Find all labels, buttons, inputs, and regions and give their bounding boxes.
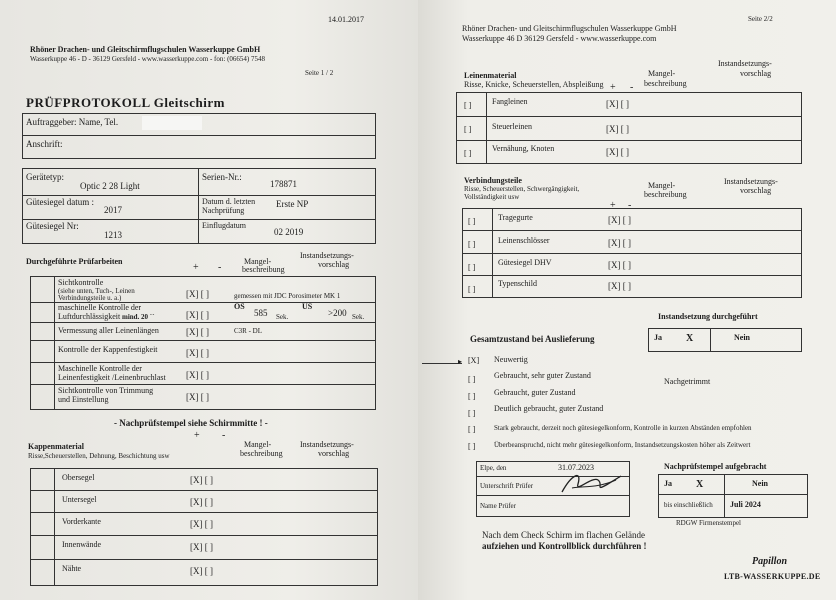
work-row-3-mark: [X] [ ] — [186, 327, 209, 337]
serial-value: 178871 — [270, 179, 297, 189]
repair-done-title: Instandsetzung durchgeführt — [658, 312, 758, 321]
lines-row-3-label: Vernähung, Knoten — [492, 144, 555, 153]
divider — [22, 219, 376, 220]
conn-row-1-box: [ ] — [468, 217, 476, 226]
divider — [724, 474, 725, 518]
company-name-2: Rhöner Drachen- und Gleitschirmflugschulen Wasserkuppe GmbH — [462, 24, 677, 33]
company-address: Wasserkuppe 46 - D - 36129 Gersfeld - www.wasserkuppe.com - fon: (06654) 7548 — [30, 55, 265, 63]
work-row-2-label-2: Luftdurchlässigkeit — [58, 312, 121, 321]
stamp-x: X — [696, 479, 704, 490]
inspector-label: Name Prüfer — [480, 502, 516, 510]
canopy-row-2-mark: [X] [ ] — [190, 497, 213, 507]
work-row-5-label: Maschinelle Kontrolle der — [58, 364, 142, 373]
conn-minus: - — [628, 200, 632, 211]
divider — [30, 535, 378, 536]
lines-row-1-mark: [X] [ ] — [606, 99, 629, 109]
canopy-row-3-mark: [X] [ ] — [190, 519, 213, 529]
overall-row-6-label: Überbeanspruchd, nicht mehr gütesiegelkonform, Instandsetzungskosten höher als Zeitwert — [494, 441, 751, 449]
defect-header-2: beschreibung — [242, 265, 285, 274]
us-unit: Sek. — [352, 313, 365, 321]
overall-row-3-label: Gebraucht, guter Zustand — [494, 388, 576, 397]
place-date-label: Elpe, den — [480, 464, 507, 472]
company-name: Rhöner Drachen- und Gleitschirmflugschulen Wasserkuppe GmbH — [30, 45, 261, 54]
page-number-2: Seite 2/2 — [748, 15, 773, 23]
plus-header: + — [193, 262, 199, 273]
divider — [30, 490, 378, 491]
side-note: Nachgetrimmt — [664, 377, 711, 386]
canopy-row-1-mark: [X] [ ] — [190, 475, 213, 485]
canopy-minus: - — [222, 430, 226, 441]
canopy-defect-header: Mangel- — [244, 440, 272, 449]
divider — [30, 559, 378, 560]
stamp-nein: Nein — [752, 479, 768, 488]
canopy-defect-header-2: beschreibung — [240, 449, 283, 458]
stamp-ja: Ja — [664, 479, 672, 488]
device-type-value: Optic 2 28 Light — [80, 181, 140, 191]
work-row-5-mark: [X] [ ] — [186, 370, 209, 380]
repair-done-ja: Ja — [654, 333, 662, 342]
lines-row-1-label: Fangleinen — [492, 97, 528, 106]
arrow-head-icon: ▸ — [458, 357, 463, 366]
work-header: Durchgeführte Prüfarbeiten — [26, 257, 123, 266]
conn-repair-header: Instandsetzungs- — [724, 177, 778, 186]
canopy-row-5-mark: [X] [ ] — [190, 566, 213, 576]
conn-header: Verbindungsteile — [464, 176, 522, 185]
conn-sub-2: Vollständigkeit usw — [464, 193, 520, 201]
overall-row-3-box: [ ] — [468, 392, 476, 401]
lines-row-2-mark: [X] [ ] — [606, 124, 629, 134]
divider — [30, 340, 376, 341]
client-label: Auftraggeber: Name, Tel. — [26, 117, 119, 127]
overall-row-1-box: [X] — [468, 356, 480, 365]
overall-row-4-label: Deutlich gebraucht, guter Zustand — [494, 404, 604, 413]
overall-row-2-label: Gebraucht, sehr guter Zustand — [494, 371, 591, 380]
work-row-1-note: gemessen mit JDC Porosimeter MK 1 — [234, 292, 341, 300]
company-address-2: Wasserkuppe 46 D 36129 Gersfeld - www.wasserkuppe.com — [462, 34, 657, 43]
conn-row-4-mark: [X] [ ] — [608, 281, 631, 291]
work-row-4-label: Kontrolle der Kappenfestigkeit — [58, 345, 158, 354]
work-row-3-label: Vermessung aller Leinenlängen — [58, 326, 159, 335]
work-row-2-min: mind. 20 ´´ — [122, 313, 155, 321]
divider — [456, 116, 802, 117]
logo-papillon: Papillon — [752, 556, 788, 567]
work-row-5-label-2: Leinenfestigkeit /Leinenbruchlast — [58, 373, 166, 382]
flight-date-label: Einflugdatum — [202, 221, 246, 230]
canopy-row-1-label: Obersegel — [62, 473, 95, 482]
quality-date-value: 2017 — [104, 205, 122, 215]
signature-label: Unterschrift Prüfer — [480, 482, 534, 490]
conn-repair-header-2: vorschlag — [740, 186, 772, 195]
lines-row-3-box: [ ] — [464, 149, 472, 158]
divider — [462, 275, 802, 276]
lines-plus: + — [610, 82, 616, 93]
lines-defect-header: Mangel- — [648, 69, 676, 78]
footer-line-2: aufziehen und Kontrollblick durchführen ! — [482, 541, 647, 551]
stamp-title: Nachprüfstempel aufgebracht — [664, 462, 767, 471]
quality-date-label: Gütesiegel datum : — [26, 197, 94, 207]
last-check-label-2: Nachprüfung — [202, 206, 245, 215]
last-check-label: Datum d. letzten — [202, 197, 256, 206]
lines-repair-header-2: vorschlag — [740, 69, 772, 78]
divider — [30, 322, 376, 323]
lines-header: Leinenmaterial — [464, 71, 517, 80]
signature-image — [558, 463, 624, 498]
conn-row-1-label: Tragegurte — [498, 213, 533, 222]
canopy-row-5-label: Nähte — [62, 564, 82, 573]
divider — [22, 135, 376, 136]
conn-row-3-mark: [X] [ ] — [608, 260, 631, 270]
address-label: Anschrift: — [26, 139, 63, 149]
divider — [30, 384, 376, 385]
protocol-page-2 — [418, 0, 836, 600]
conn-row-2-label: Leinenschlösser — [498, 236, 550, 245]
conn-row-2-mark: [X] [ ] — [608, 238, 631, 248]
device-type-label: Gerätetyp: — [26, 172, 64, 182]
repair-header-2: vorschlag — [318, 260, 350, 269]
doc-date: 14.01.2017 — [328, 15, 364, 24]
divider — [54, 468, 55, 586]
lines-row-3-mark: [X] [ ] — [606, 147, 629, 157]
redacted-area — [142, 116, 202, 130]
work-row-6-label: Sichtkontrolle von Trimmung — [58, 386, 154, 395]
work-row-1-mark: [X] [ ] — [186, 289, 209, 299]
overall-row-2-box: [ ] — [468, 375, 476, 384]
canopy-header: Kappenmaterial — [28, 442, 84, 451]
last-check-value: Erste NP — [276, 199, 309, 209]
conn-row-3-label: Gütesiegel DHV — [498, 258, 552, 267]
canopy-row-2-label: Untersegel — [62, 495, 97, 504]
overall-row-4-box: [ ] — [468, 409, 476, 418]
overall-row-6-box: [ ] — [468, 442, 476, 451]
conn-row-1-mark: [X] [ ] — [608, 215, 631, 225]
overall-row-5-label: Stark gebraucht, derzeit noch gütesiegelkonform, Kontrolle in kurzen Abständen empfohlen — [494, 424, 752, 432]
lines-repair-header: Instandsetzungs- — [718, 59, 772, 68]
page-number: Seite 1 / 2 — [305, 69, 334, 77]
overall-row-5-box: [ ] — [468, 425, 476, 434]
lines-row-2-box: [ ] — [464, 125, 472, 134]
repair-done-nein: Nein — [734, 333, 750, 342]
divider — [658, 494, 808, 495]
lines-row-2-label: Steuerleinen — [492, 122, 532, 131]
conn-defect-header-2: beschreibung — [644, 190, 687, 199]
work-row-1-label-3: Verbindungsteile u. a.) — [58, 294, 122, 302]
overall-title: Gesamtzustand bei Auslieferung — [470, 334, 595, 344]
until-label: bis einschließlich — [664, 501, 713, 509]
divider — [710, 328, 711, 352]
divider — [30, 362, 376, 363]
work-row-4-mark: [X] [ ] — [186, 348, 209, 358]
conn-row-4-label: Typenschild — [498, 279, 537, 288]
defect-header: Mangel- — [244, 257, 272, 266]
work-row-3-note: C3R - DL — [234, 327, 262, 335]
company-stamp-label: RDGW Firmenstempel — [676, 519, 742, 527]
work-row-1-label-2: (siehe unten, Tuch-, Leinen — [58, 287, 135, 295]
serial-label: Serien-Nr.: — [202, 172, 242, 182]
arrow-icon — [422, 363, 462, 364]
canopy-plus: + — [194, 430, 200, 441]
lines-defect-header-2: beschreibung — [644, 79, 687, 88]
divider — [486, 92, 487, 164]
work-row-6-mark: [X] [ ] — [186, 392, 209, 402]
divider — [456, 140, 802, 141]
page-title: PRÜFPROTOKOLL Gleitschirm — [26, 95, 225, 110]
lines-row-1-box: [ ] — [464, 101, 472, 110]
quality-nr-label: Gütesiegel Nr: — [26, 221, 79, 231]
divider — [462, 230, 802, 231]
conn-row-3-box: [ ] — [468, 263, 476, 272]
repair-header: Instandsetzungs- — [300, 251, 354, 260]
stamp-note: - Nachprüfstempel siehe Schirmmitte ! - — [114, 418, 268, 428]
minus-header: - — [218, 262, 222, 273]
divider — [198, 168, 199, 244]
lines-sub: Risse, Knicke, Scheuerstellen, Abspleißung — [464, 80, 604, 89]
canopy-repair-header: Instandsetzungs- — [300, 440, 354, 449]
stamp-box — [658, 474, 808, 518]
divider — [22, 195, 376, 196]
repair-done-box — [648, 328, 802, 352]
os-value: 585 — [254, 308, 268, 318]
work-row-2-mark: [X] [ ] — [186, 310, 209, 320]
work-row-6-label-2: und Einstellung — [58, 395, 109, 404]
divider — [462, 253, 802, 254]
until-value: Juli 2024 — [730, 500, 761, 509]
repair-done-x: X — [686, 333, 694, 344]
canopy-repair-header-2: vorschlag — [318, 449, 350, 458]
os-label: OS — [234, 302, 245, 311]
flight-date-value: 02 2019 — [274, 227, 304, 237]
divider — [30, 512, 378, 513]
us-label: US — [302, 302, 313, 311]
work-row-1-label: Sichtkontrolle — [58, 278, 104, 287]
os-unit: Sek. — [276, 313, 289, 321]
quality-nr-value: 1213 — [104, 230, 122, 240]
divider — [54, 276, 55, 410]
overall-row-1-label: Neuwertig — [494, 355, 528, 364]
lines-minus: - — [630, 82, 634, 93]
us-value: >200 — [328, 308, 347, 318]
logo-website: LTB-WASSERKUPPE.DE — [724, 572, 821, 581]
conn-row-4-box: [ ] — [468, 285, 476, 294]
footer-line-1: Nach dem Check Schirm im flachen Gelände — [482, 530, 645, 540]
conn-defect-header: Mangel- — [648, 181, 676, 190]
conn-plus: + — [610, 200, 616, 211]
canopy-sub: Risse,Scheuerstellen, Dehnung, Beschichtung usw — [28, 452, 170, 460]
canopy-row-4-label: Innenwände — [62, 540, 102, 549]
conn-sub: Risse, Scheuerstellen, Schwergängigkeit, — [464, 185, 580, 193]
place-date-value: 31.07.2023 — [558, 463, 594, 472]
canopy-row-3-label: Vorderkante — [62, 517, 101, 526]
canopy-row-4-mark: [X] [ ] — [190, 542, 213, 552]
work-row-2-label: maschinelle Kontrolle der — [58, 303, 142, 312]
conn-row-2-box: [ ] — [468, 240, 476, 249]
